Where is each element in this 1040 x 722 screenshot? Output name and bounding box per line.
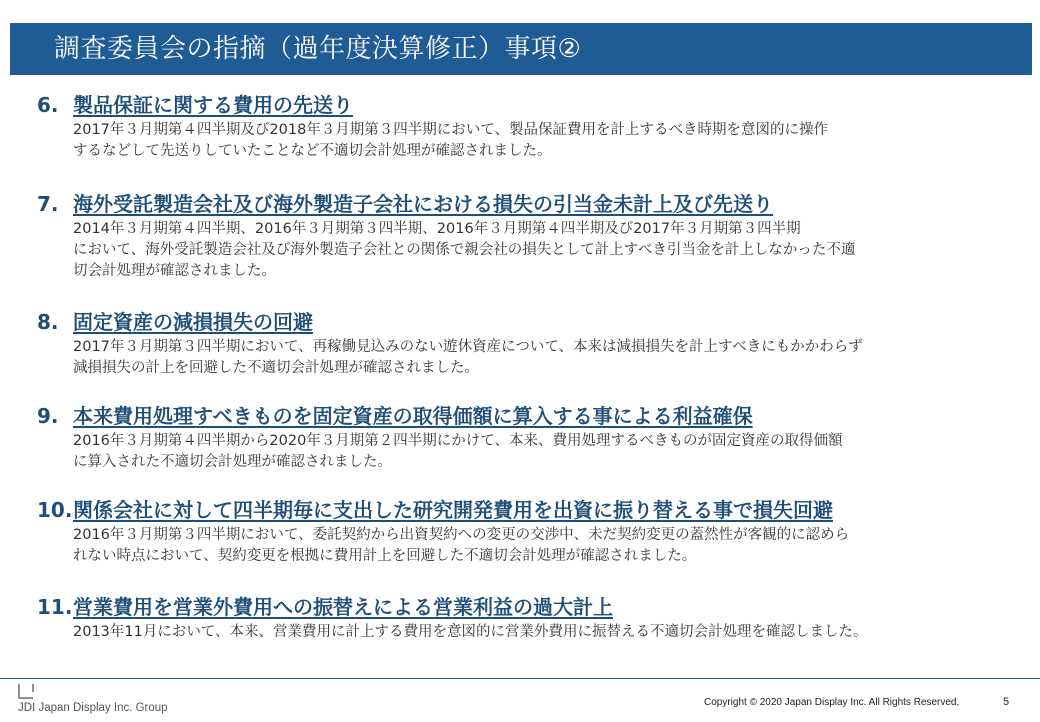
description-line: れない時点において、契約変更を根拠に費用計上を回避した不適切会計処理が確認されました。 xyxy=(73,548,697,564)
finding-title: 営業費用を営業外費用への振替えによる営業利益の過大計上 xyxy=(73,595,613,619)
finding-title: 本来費用処理すべきものを固定資産の取得価額に算入する事による利益確保 xyxy=(73,404,753,428)
finding-description xyxy=(73,219,1013,282)
company-logo-text: JDI Japan Display Inc. Group xyxy=(18,702,168,714)
finding-number: 10. xyxy=(37,498,73,522)
finding-title: 製品保証に関する費用の先送り xyxy=(73,93,353,117)
finding-heading xyxy=(37,92,353,118)
finding-description xyxy=(73,622,1013,643)
finding-number: 11. xyxy=(37,595,73,619)
finding-description xyxy=(73,337,1013,379)
finding-title: 海外受託製造会社及び海外製造子会社における損失の引当金未計上及び先送り xyxy=(73,192,773,216)
description-line: に算入された不適切会計処理が確認されました。 xyxy=(73,454,392,470)
page-number: 5 xyxy=(1003,696,1010,708)
copyright-notice: Copyright © 2020 Japan Display Inc. All Rights Reserved. xyxy=(704,697,960,708)
finding-heading xyxy=(37,403,753,429)
description-line: 2017年３月期第４四半期及び2018年３月期第３四半期において、製品保証費用を計上するべき時期を意図的に操作 xyxy=(73,122,829,138)
description-line: するなどして先送りしていたことなど不適切会計処理が確認されました。 xyxy=(73,143,552,159)
description-line: 2016年３月期第４四半期から2020年３月期第２四半期にかけて、本来、費用処理するべきものが固定資産の取得価額 xyxy=(73,433,843,449)
finding-description xyxy=(73,525,1013,567)
finding-heading xyxy=(37,594,613,620)
description-line: 減損損失の計上を回避した不適切会計処理が確認されました。 xyxy=(73,360,479,376)
finding-heading xyxy=(37,497,833,523)
title-bar xyxy=(10,23,1032,75)
finding-description xyxy=(73,431,1013,473)
finding-number: 7. xyxy=(37,192,59,216)
page-title: 調査委員会の指摘（過年度決算修正）事項② xyxy=(54,34,582,64)
finding-title: 固定資産の減損損失の回避 xyxy=(73,310,313,334)
description-line: 2013年11月において、本来、営業費用に計上する費用を意図的に営業外費用に振替える不適切会計処理を確認しました。 xyxy=(73,624,868,640)
finding-heading xyxy=(37,309,313,335)
description-line: 2017年３月期第３四半期において、再稼働見込みのない遊休資産について、本来は減損損失を計上すべきにもかかわらず xyxy=(73,339,863,355)
description-line: 切会計処理が確認されました。 xyxy=(73,263,276,279)
finding-heading xyxy=(37,191,773,217)
finding-number: 6. xyxy=(37,93,59,117)
finding-description xyxy=(73,120,1013,162)
finding-number: 9. xyxy=(37,404,59,428)
description-line: 2016年３月期第３四半期において、委託契約から出資契約への変更の交渉中、未だ契約変更の蓋然性が客観的に認めら xyxy=(73,527,850,543)
jdi-logo-icon xyxy=(18,683,34,699)
footer-divider xyxy=(0,678,1040,679)
finding-number: 8. xyxy=(37,310,59,334)
description-line: 2014年３月期第４四半期、2016年３月期第３四半期、2016年３月期第４四半期及び2017年３月期第３四半期 xyxy=(73,221,801,237)
finding-title: 関係会社に対して四半期毎に支出した研究開発費用を出資に振り替える事で損失回避 xyxy=(73,498,833,522)
description-line: において、海外受託製造会社及び海外製造子会社との関係で親会社の損失として計上すべき引当金を計上しなかった不適 xyxy=(73,242,856,258)
